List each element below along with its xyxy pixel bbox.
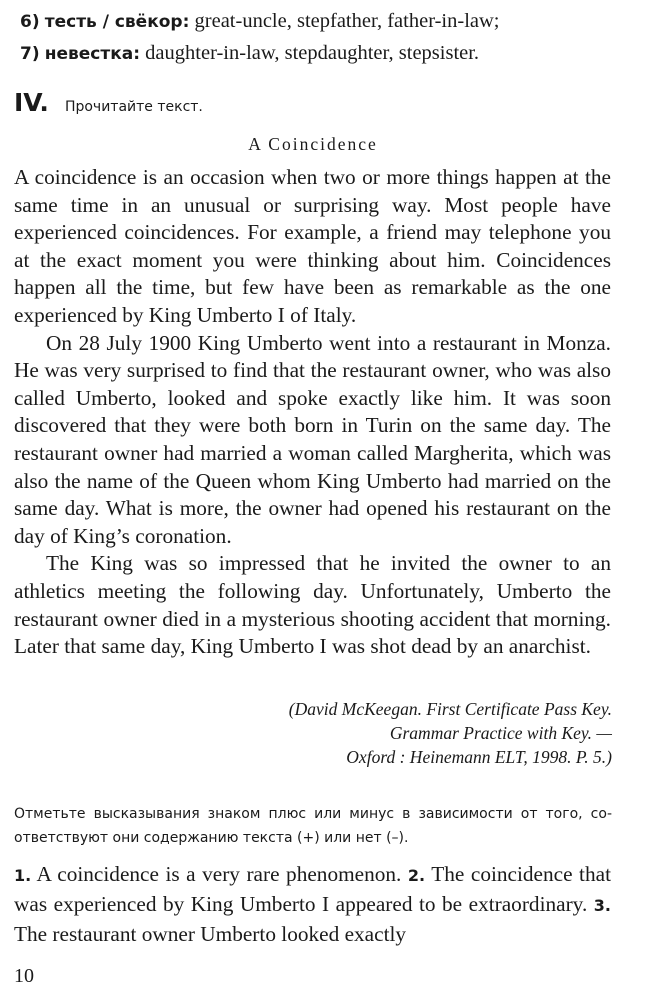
article-title: A Coincidence: [248, 134, 378, 154]
vocab-number: 7): [20, 44, 40, 64]
task-instruction: Отметьте высказывания знаком плюс или минус в зависимости от того, соответствуют они содержанию текста (+) или нет (–).: [14, 806, 612, 846]
citation-line: Oxford : Heinemann ELT, 1998. P. 5.): [346, 747, 612, 767]
vocab-item: [20, 6, 640, 38]
article-paragraph: A coincidence is an occasion when two or more things happen at the same time in an unusual or surprising way. Most people have experienced coincidences. For example, a friend may telephone you at the exact moment you were thinking about him. Coincidences happen all the time, but few have been as remarkable as the one experienced by King Umberto I of Italy.: [14, 165, 611, 327]
article-paragraph: On 28 July 1900 King Umberto went into a restaurant in Monza. He was very surprised to find that the restaurant owner, who was also called Umberto, looked and spoke exactly like him. It was soon discovered that they were both born in Turin on the same day. The restaurant owner had married a woman called Margherita, which was also the name of the Queen whom King Umberto had married on the same day. What is more, the owner had opened his restaurant on the day of King’s coronation.: [14, 330, 611, 548]
vocabulary-list: [20, 6, 640, 70]
section-instruction: Прочитайте текст.: [64, 99, 203, 115]
vocab-word: невестка:: [44, 44, 141, 64]
statement-text: A coincidence is a very rare phenomenon.: [36, 862, 402, 886]
vocab-item: [20, 38, 640, 70]
statement-number: 3.: [593, 896, 611, 915]
vocab-number: 6): [20, 12, 40, 32]
vocab-meanings: daughter-in-law, stepdaughter, stepsister.: [145, 42, 480, 64]
statement-text: The restaurant owner Umberto looked exactly: [14, 922, 407, 946]
vocab-meanings: great-uncle, stepfather, father-in-law;: [194, 10, 500, 32]
vocab-word: тесть / свёкор:: [44, 12, 190, 32]
statement-text: The coincidence that was experienced by King Umberto I appeared to be extraordinary.: [14, 862, 611, 916]
statement-number: 2.: [407, 866, 426, 885]
citation-line: (David McKeegan. First Certificate Pass Key.: [288, 699, 612, 719]
article-body: [14, 164, 611, 661]
page-number: 10: [14, 965, 34, 987]
source-citation: [52, 697, 612, 769]
section-heading: [14, 88, 203, 117]
article-paragraph: The King was so impressed that he invited the owner to an athletics meeting the following day. Unfortunately, Umberto the restaurant owner died in a mysterious shooting accident that morning. Later that same day, King Umberto I was shot dead by an anarchist.: [14, 551, 611, 659]
statement-number: 1.: [14, 866, 32, 885]
citation-line: Grammar Practice with Key. —: [389, 723, 612, 743]
statements-list: [14, 860, 611, 948]
section-numeral: IV.: [14, 88, 49, 117]
